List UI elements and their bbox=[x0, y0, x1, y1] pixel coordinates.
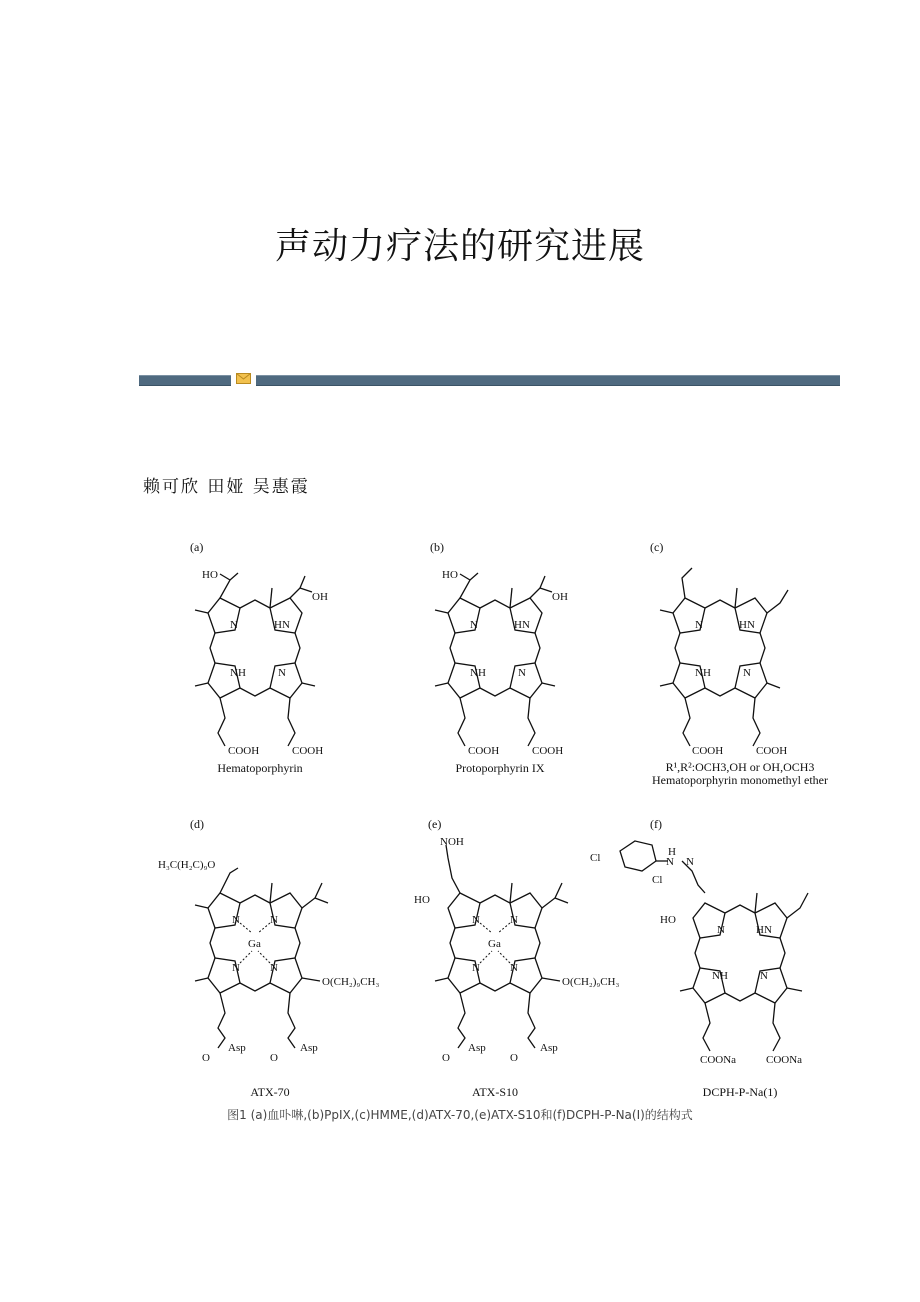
group-asp: Asp bbox=[468, 1042, 486, 1054]
title-divider-right bbox=[256, 375, 840, 386]
panel-a bbox=[140, 528, 380, 778]
atom-n: N bbox=[230, 619, 238, 631]
group-asp: Asp bbox=[228, 1042, 246, 1054]
panel-label: (e) bbox=[428, 817, 442, 831]
atom-h: H bbox=[668, 846, 676, 858]
molecule-protoporphyrin bbox=[380, 548, 620, 778]
atom-hn: HN bbox=[739, 619, 755, 631]
atom-n: N bbox=[270, 962, 278, 974]
group-cooh: COOH bbox=[468, 745, 500, 757]
atom-o: O bbox=[202, 1052, 210, 1064]
atom-n: N bbox=[760, 970, 768, 982]
atom-n: N bbox=[472, 914, 480, 926]
group-coona: COONa bbox=[766, 1054, 803, 1066]
atom-n: N bbox=[510, 914, 518, 926]
atom-o: O bbox=[510, 1052, 518, 1064]
substituent-oh: OH bbox=[312, 591, 328, 603]
envelope-icon bbox=[236, 372, 251, 385]
atom-n: N bbox=[518, 667, 526, 679]
compound-name: Protoporphyrin IX bbox=[455, 761, 545, 775]
substituent-ho: HO bbox=[442, 569, 458, 581]
group-asp: Asp bbox=[540, 1042, 558, 1054]
panel-d bbox=[140, 813, 400, 1099]
atom-n: N bbox=[472, 962, 480, 974]
atom-n: N bbox=[686, 856, 694, 868]
atom-n: N bbox=[743, 667, 751, 679]
atom-nh: NH bbox=[712, 970, 728, 982]
atom-n: N bbox=[470, 619, 478, 631]
atom-n: N bbox=[695, 619, 703, 631]
structure-figure bbox=[140, 528, 860, 1128]
panel-label: (c) bbox=[650, 540, 664, 554]
atom-n: N bbox=[278, 667, 286, 679]
compound-name: ATX-S10 bbox=[471, 1085, 518, 1099]
author-list: 赖可欣 田娅 吴惠霞 bbox=[143, 477, 310, 497]
atom-nh: NH bbox=[230, 667, 246, 679]
compound-name: DCPH-P-Na(1) bbox=[702, 1085, 778, 1099]
substituent-noh: NOH bbox=[440, 836, 464, 848]
atom-n: N bbox=[232, 914, 240, 926]
molecule-atx70 bbox=[140, 833, 400, 1083]
group-coona: COONa bbox=[700, 1054, 737, 1066]
substituent-decyloxy: O(CH₂)₉CH₃ bbox=[322, 976, 380, 988]
group-cooh: COOH bbox=[292, 745, 324, 757]
atom-n: N bbox=[270, 914, 278, 926]
substituent-oh: OH bbox=[552, 591, 568, 603]
group-cooh: COOH bbox=[756, 745, 788, 757]
panel-label: (f) bbox=[650, 817, 662, 831]
atom-nh: NH bbox=[470, 667, 486, 679]
substituent-ho: HO bbox=[660, 914, 676, 926]
atom-o: O bbox=[270, 1052, 278, 1064]
atom-n: N bbox=[232, 962, 240, 974]
atom-ga: Ga bbox=[488, 938, 501, 950]
substituent-ho: HO bbox=[202, 569, 218, 581]
atom-ga: Ga bbox=[248, 938, 261, 950]
substituent-ho: HO bbox=[414, 894, 430, 906]
panel-label: (b) bbox=[430, 540, 444, 554]
substituent-decyloxy: O(CH₂)₉CH₃ bbox=[562, 976, 620, 988]
compound-name: Hematoporphyrin monomethyl ether bbox=[652, 773, 828, 787]
panel-label: (d) bbox=[190, 817, 204, 831]
atom-n: N bbox=[510, 962, 518, 974]
atom-hn: HN bbox=[756, 924, 772, 936]
molecule-dcph-p-na bbox=[580, 833, 860, 1083]
compound-name: ATX-70 bbox=[250, 1085, 290, 1099]
atom-hn: HN bbox=[514, 619, 530, 631]
panel-f bbox=[580, 813, 860, 1099]
molecule-hmme bbox=[620, 548, 860, 778]
substituent-decyloxy: H₃C(H₂C)₉O bbox=[158, 859, 216, 871]
panel-label: (a) bbox=[190, 540, 204, 554]
substituent-note: R¹,R²:OCH3,OH or OH,OCH3 bbox=[665, 760, 815, 774]
group-asp: Asp bbox=[300, 1042, 318, 1054]
atom-n: N bbox=[666, 856, 674, 868]
paper-title: 声动力疗法的研究进展 bbox=[274, 226, 645, 267]
atom-nh: NH bbox=[695, 667, 711, 679]
group-cooh: COOH bbox=[228, 745, 260, 757]
group-cooh: COOH bbox=[532, 745, 564, 757]
figure-caption: 图1 (a)血卟啉,(b)PpIX,(c)HMME,(d)ATX-70,(e)ATX-S10和(f)DCPH-P-Na(I)的结构式 bbox=[227, 1108, 693, 1122]
compound-name: Hematoporphyrin bbox=[217, 761, 303, 775]
atom-n: N bbox=[717, 924, 725, 936]
title-divider-left bbox=[139, 375, 231, 386]
atom-o: O bbox=[442, 1052, 450, 1064]
panel-c bbox=[620, 528, 860, 788]
atom-hn: HN bbox=[274, 619, 290, 631]
group-cooh: COOH bbox=[692, 745, 724, 757]
atom-cl: Cl bbox=[590, 852, 601, 864]
molecule-hematoporphyrin bbox=[140, 548, 380, 778]
atom-cl: Cl bbox=[652, 874, 663, 886]
panel-b bbox=[380, 528, 620, 778]
